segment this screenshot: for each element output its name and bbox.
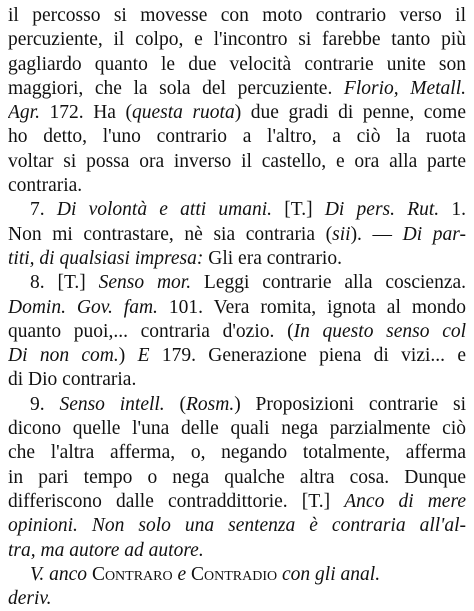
text-segment: 101. Vera romita, ignota al mondo xyxy=(157,296,466,318)
text-segment: 9. xyxy=(30,393,60,415)
text-segment: gagliardo quanto le due velocità contrarie unite son xyxy=(8,53,466,75)
text-segment: ) xyxy=(118,345,138,367)
text-segment: Di non com. xyxy=(8,345,119,367)
text-segment: ) due gradi di penne, come xyxy=(234,102,466,124)
text-segment: E xyxy=(137,345,150,367)
text-segment: e xyxy=(172,563,192,585)
text-segment: Senso mor. xyxy=(98,272,192,294)
text-line xyxy=(8,223,466,247)
text-segment: Domin. Gov. fam. xyxy=(8,296,158,318)
text-segment: ho detto, l'uno contrario a l'altro, a ciò la ruota xyxy=(8,126,466,148)
text-segment: di Dio contraria. xyxy=(8,369,137,391)
text-line xyxy=(8,417,466,441)
text-segment: tra, ma autore ad autore. xyxy=(8,539,204,561)
text-line xyxy=(8,320,466,344)
text-line xyxy=(8,174,466,198)
text-segment: che l'altra afferma, o, negando totalmente, afferma xyxy=(8,442,466,464)
text-line xyxy=(8,539,466,563)
text-segment: ). — xyxy=(350,223,403,245)
text-segment: con gli anal. xyxy=(277,563,381,585)
text-segment: 172. Ha ( xyxy=(39,102,132,124)
text-line xyxy=(8,514,466,538)
text-line xyxy=(8,125,466,149)
text-segment: 8. [T.] xyxy=(30,272,99,294)
entry-9-heading xyxy=(8,393,466,417)
text-line xyxy=(8,368,466,392)
text-line xyxy=(8,344,466,368)
text-segment: Anco di mere xyxy=(344,490,466,512)
text-segment: Contraro xyxy=(91,563,173,585)
text-line xyxy=(8,441,466,465)
text-segment: questa ruota xyxy=(131,102,235,124)
entry-8-heading xyxy=(8,271,466,295)
cross-reference-line xyxy=(8,563,466,587)
text-segment: il percosso si movesse con moto contrario verso il xyxy=(8,5,466,26)
entry-7-heading xyxy=(8,198,466,222)
text-segment: percuziente, il colpo, e l'incontro si farebbe tanto più xyxy=(8,29,466,51)
text-segment: Contradio xyxy=(191,563,278,585)
text-segment: dicono quelle l'una delle quali nega parzialmente ciò xyxy=(8,418,466,440)
text-line xyxy=(8,247,466,271)
text-segment: sii xyxy=(332,223,351,245)
text-segment: ( xyxy=(164,393,186,415)
text-segment: Gli era contrario. xyxy=(203,247,342,269)
text-line xyxy=(8,296,466,320)
text-segment: ) Proposizioni contrarie si xyxy=(234,393,466,415)
text-segment: 1. xyxy=(439,199,466,221)
text-segment: [T.] xyxy=(272,199,325,221)
text-line xyxy=(8,53,466,77)
text-line xyxy=(8,587,466,611)
text-segment: in pari tempo o nega qualche altra cosa. Dunque xyxy=(8,466,466,488)
text-line xyxy=(8,150,466,174)
text-segment: differiscono dalle contraddittorie. [T.] xyxy=(8,490,345,512)
text-segment: deriv. xyxy=(8,588,52,610)
text-segment: Di volontà e atti umani. xyxy=(56,199,273,221)
text-line xyxy=(8,466,466,490)
text-segment: 179. Generazione piena di vizi... e xyxy=(149,345,466,367)
text-line xyxy=(8,490,466,514)
text-line xyxy=(8,77,466,101)
text-segment: 7. xyxy=(30,199,57,221)
text-segment: Non mi contrastare, nè sia contraria ( xyxy=(8,223,333,245)
text-segment: Rosm. xyxy=(186,393,235,415)
text-line xyxy=(8,4,466,28)
text-segment: Di pers. Rut. xyxy=(324,199,440,221)
text-segment: Di par- xyxy=(402,223,466,245)
text-line xyxy=(8,28,466,52)
text-segment: V. anco xyxy=(30,563,92,585)
text-line xyxy=(8,101,466,125)
text-segment: opinioni. Non solo una sentenza è contraria all'al- xyxy=(8,515,466,537)
text-segment: In questo senso col xyxy=(293,320,466,342)
text-segment: Leggi contrarie alla coscienza. xyxy=(191,272,466,294)
text-segment: Florio, Metall. xyxy=(343,77,466,99)
text-segment: voltar si possa ora inverso il castello, e ora alla parte xyxy=(8,150,466,172)
text-segment: maggiori, che la sola del percuziente. xyxy=(8,77,344,99)
text-segment: quanto puoi,... contraria d'ozio. ( xyxy=(8,320,294,342)
text-segment: contraria. xyxy=(8,175,83,197)
text-segment: Agr. xyxy=(8,102,40,124)
text-segment: Senso intell. xyxy=(59,393,165,415)
text-segment: titi, di qualsiasi impresa: xyxy=(8,247,204,269)
